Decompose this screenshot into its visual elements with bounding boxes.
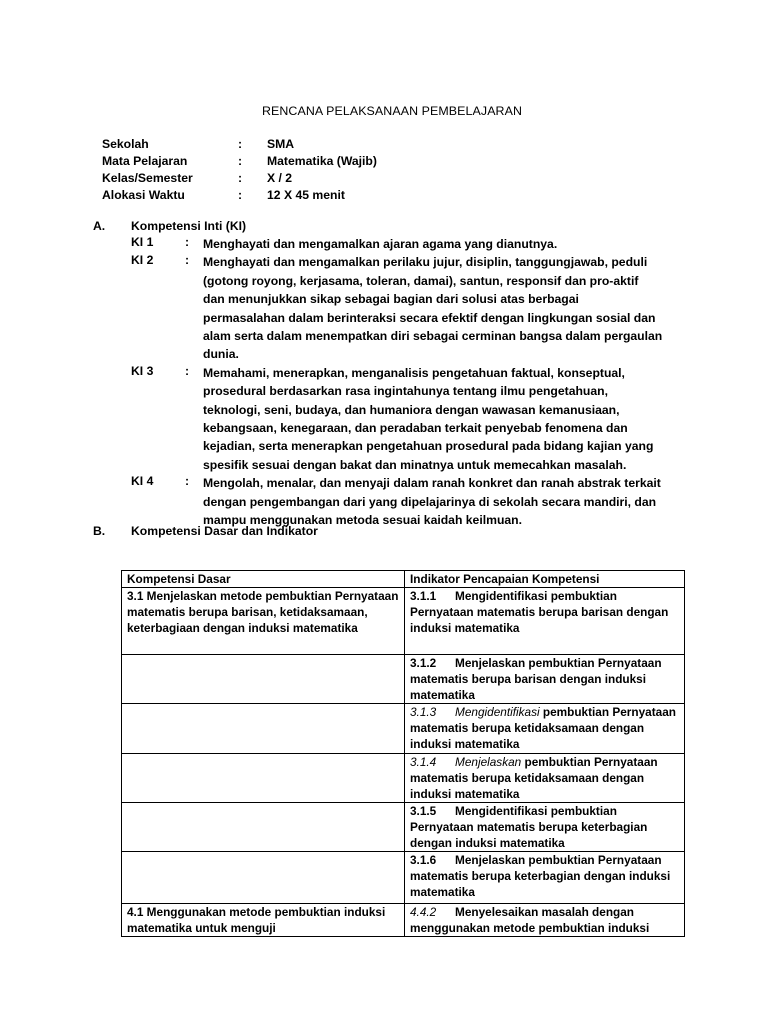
table-row [122,904,685,937]
kd-cell [122,704,405,754]
header-indikator: Indikator Pencapaian Kompetensi [405,571,685,588]
ki-colon: : [185,474,190,489]
indicator-text: pembuktian Pernyataan matematis berupa ketidaksamaan dengan induksi matematika [410,705,676,751]
section-letter: B. [93,524,106,538]
identity-colon: : [238,188,243,202]
ki-code: KI 1 [131,235,154,249]
table-row [122,803,685,852]
indicator-cell [405,588,685,655]
indicator-verb: Menjelaskan [455,755,522,769]
identity-block [102,136,377,204]
header-kompetensi-dasar: Kompetensi Dasar [122,571,405,588]
ki-colon: : [185,363,190,378]
ki-colon: : [185,235,190,249]
document-title: RENCANA PELAKSANAAN PEMBELAJARAN [261,104,523,118]
indicator-text: Mengidentifikasi pembuktian Pernyataan matematis berupa keterbagian dengan induksi matematika [410,804,648,850]
identity-label: Mata Pelajaran [102,154,188,168]
identity-value: X / 2 [267,171,293,185]
indicator-cell [405,754,685,803]
ki-item [131,364,663,474]
indicator-cell [405,904,685,937]
indicator-text: Mengidentifikasi pembuktian Pernyataan matematis berupa barisan dengan induksi matematika [410,589,669,635]
ki-text: Memahami, menerapkan, menganalisis pengetahuan faktual, konseptual, prosedural berdasarkan rasa ingintahunya tentang ilmu pengetahuan, teknologi, seni, budaya, dan humaniora dengan wawasan kemanusiaan, kebangsaan, kenegaraan, dan peradaban terkait penyebab fenomena dan kejadian, serta menerapkan pengetahuan prosedural pada bidang kajian yang spesifik sesuai dengan bakat dan minatnya untuk memecahkan masalah. [203,365,654,472]
ki-code: KI 4 [131,474,154,489]
indicator-number: 3.1.1 [410,589,437,603]
indicator-number: 3.1.3 [410,705,437,719]
ki-text: Menghayati dan mengamalkan perilaku jujur, disiplin, tanggungjawab, peduli (gotong royong, kerjasama, toleran, damai), santun, responsif dan pro-aktif dan menunjukkan sikap sebagai bagian dari solusi atas berbagai permasalahan dalam berinteraksi secara efektif dengan lingkungan sosial dan alam serta dalam menempatkan diri sebagai cerminan bangsa dalam pergaulan dunia. [203,255,663,362]
identity-label: Alokasi Waktu [102,188,185,202]
section-a-heading [93,219,246,233]
ki-code: KI 3 [131,363,154,378]
identity-value: SMA [267,137,295,151]
identity-row-class [102,170,377,187]
kd-cell [122,803,405,852]
section-title: Kompetensi Dasar dan Indikator [131,524,318,538]
kd-cell [122,754,405,803]
identity-label: Kelas/Semester [102,171,193,185]
table-header-row [122,571,685,588]
kd-cell [122,655,405,704]
section-letter: A. [93,219,106,233]
identity-colon: : [238,137,243,151]
identity-row-time [102,187,377,204]
identity-value: 12 X 45 menit [267,188,345,202]
indicator-number: 3.1.5 [410,804,437,818]
ki-colon: : [185,253,190,268]
section-title: Kompetensi Inti (KI) [131,219,247,233]
identity-label: Sekolah [102,137,149,151]
table-row [122,852,685,904]
ki-item [131,235,663,253]
indicator-text: pembuktian Pernyataan matematis berupa ketidaksamaan dengan induksi matematika [410,755,658,801]
ki-list [131,235,663,530]
indicator-number: 4.4.2 [410,905,437,919]
kd-cell: 4.1 Menggunakan metode pembuktian induksi matematika untuk menguji [122,904,405,937]
identity-colon: : [238,171,243,185]
indicator-number: 3.1.2 [410,656,437,670]
indicator-text: Menyelesaikan masalah dengan menggunakan metode pembuktian induksi [410,905,650,935]
table-row [122,704,685,754]
indicator-cell [405,704,685,754]
indicator-text: Menjelaskan pembuktian Pernyataan matematis berupa barisan dengan induksi matematika [410,656,662,702]
ki-item [131,474,663,529]
indicator-text: Menjelaskan pembuktian Pernyataan matematis berupa keterbagian dengan induksi matematika [410,853,671,899]
table-row [122,754,685,803]
identity-row-subject [102,153,377,170]
ki-code: KI 2 [131,253,154,268]
indicator-number: 3.1.4 [410,755,437,769]
indicator-verb: Mengidentifikasi [455,705,540,719]
identity-row-school [102,136,377,153]
competency-table [121,570,685,937]
table-row [122,588,685,655]
indicator-cell [405,655,685,704]
kd-cell: 3.1 Menjelaskan metode pembuktian Pernyataan matematis berupa barisan, ketidaksamaan, keterbagiaan dengan induksi matematika [122,588,405,655]
indicator-cell [405,852,685,904]
section-b-heading [93,524,318,538]
ki-text: Mengolah, menalar, dan menyaji dalam ranah konkret dan ranah abstrak terkait dengan pengembangan dari yang dipelajarinya di sekolah secara mandiri, dan mampu menggunakan metoda sesuai kaidah keilmuan. [203,476,661,528]
identity-colon: : [238,154,243,168]
indicator-number: 3.1.6 [410,853,437,867]
identity-value: Matematika (Wajib) [267,154,377,168]
table-row [122,655,685,704]
ki-item [131,253,663,363]
indicator-cell [405,803,685,852]
ki-text: Menghayati dan mengamalkan ajaran agama yang dianutnya. [203,237,558,251]
kd-cell [122,852,405,904]
